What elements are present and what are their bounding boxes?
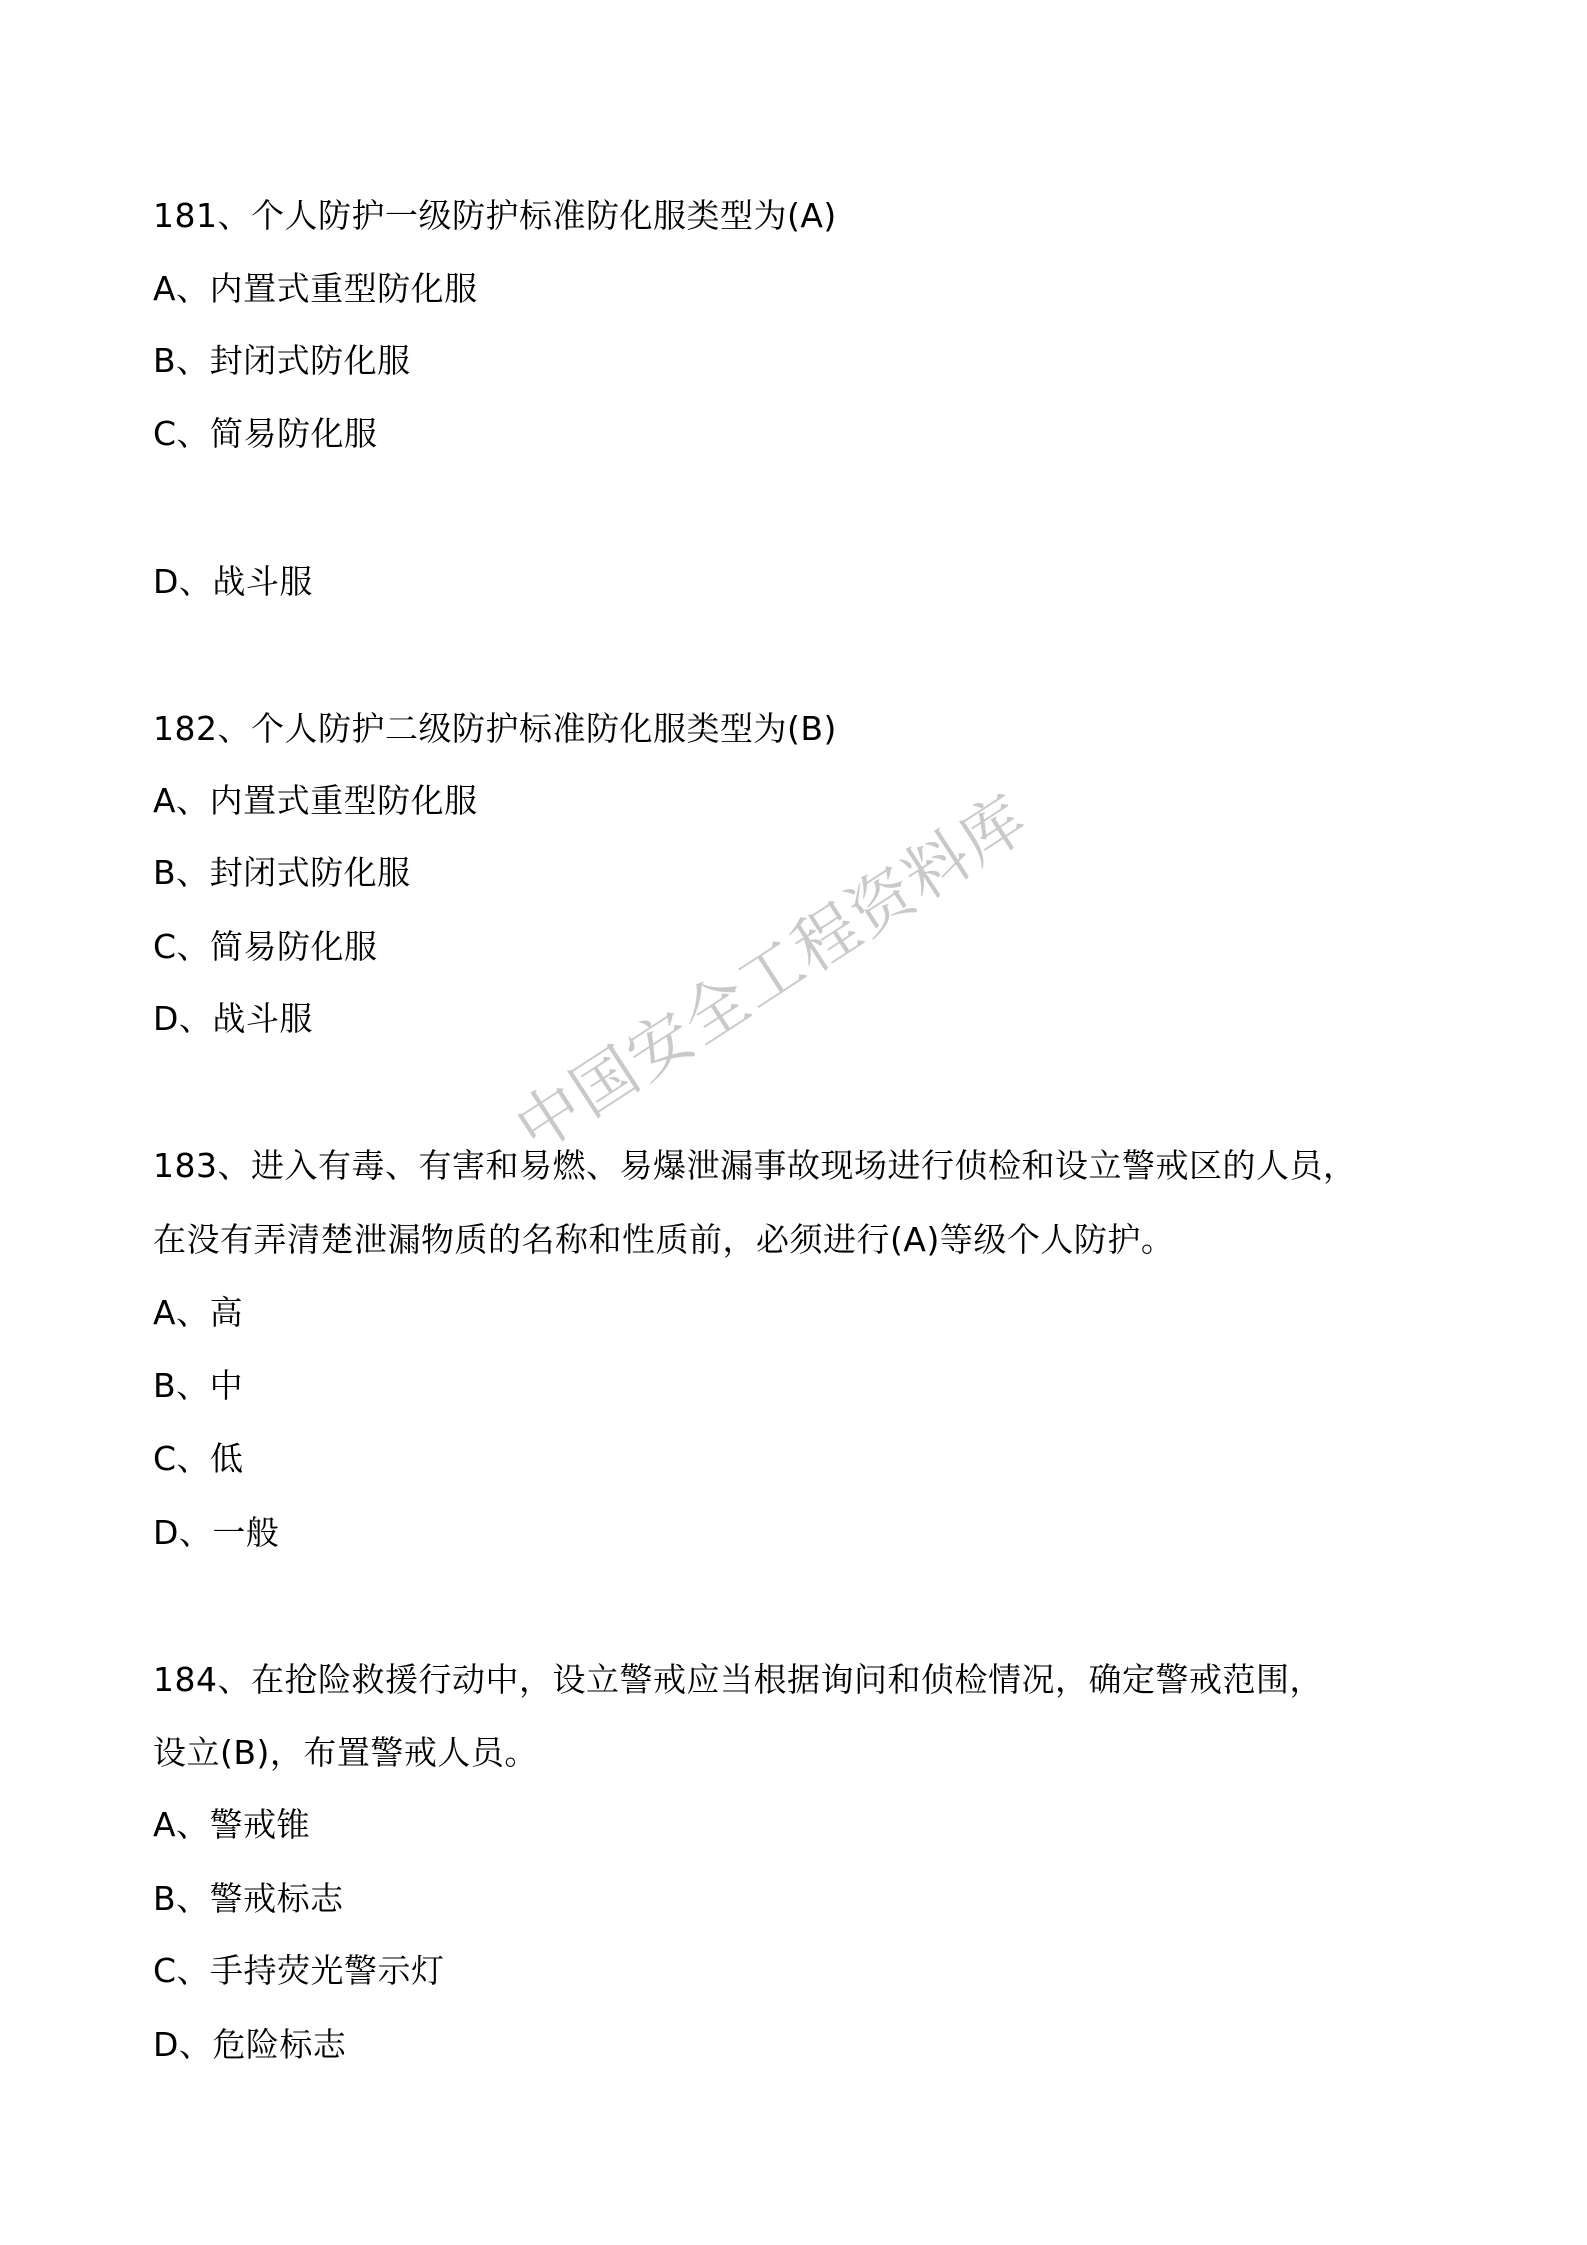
option-a: A、内置式重型防化服 <box>153 269 478 308</box>
question-stem-line-1: 184、在抢险救援行动中，设立警戒应当根据询问和侦检情况，确定警戒范围， <box>153 1660 1323 1699</box>
question-stem-line-2: 设立(B)，布置警戒人员。 <box>153 1733 538 1772</box>
option-a: A、高 <box>153 1293 244 1332</box>
option-a: A、警戒锥 <box>153 1805 311 1844</box>
option-c: C、简易防化服 <box>153 414 378 453</box>
option-a: A、内置式重型防化服 <box>153 781 478 820</box>
option-b: B、中 <box>153 1366 244 1405</box>
question-stem-line-2: 在没有弄清楚泄漏物质的名称和性质前，必须进行(A)等级个人防护。 <box>153 1220 1175 1259</box>
question-stem-line-1: 183、进入有毒、有害和易燃、易爆泄漏事故现场进行侦检和设立警戒区的人员， <box>153 1146 1357 1185</box>
option-b: B、警戒标志 <box>153 1879 344 1918</box>
option-b: B、封闭式防化服 <box>153 853 411 892</box>
question-stem: 181、个人防护一级防护标准防化服类型为(A) <box>153 196 837 235</box>
option-d: D、战斗服 <box>153 562 313 601</box>
option-c: C、低 <box>153 1439 244 1478</box>
option-c: C、简易防化服 <box>153 927 378 966</box>
question-stem: 182、个人防护二级防护标准防化服类型为(B) <box>153 709 837 748</box>
watermark: 中国安全工程资料库 <box>503 781 1042 1168</box>
option-c: C、手持荧光警示灯 <box>153 1951 445 1990</box>
option-d: D、一般 <box>153 1513 280 1552</box>
option-d: D、战斗服 <box>153 999 313 1038</box>
option-d: D、危险标志 <box>153 2025 347 2064</box>
option-b: B、封闭式防化服 <box>153 341 411 380</box>
